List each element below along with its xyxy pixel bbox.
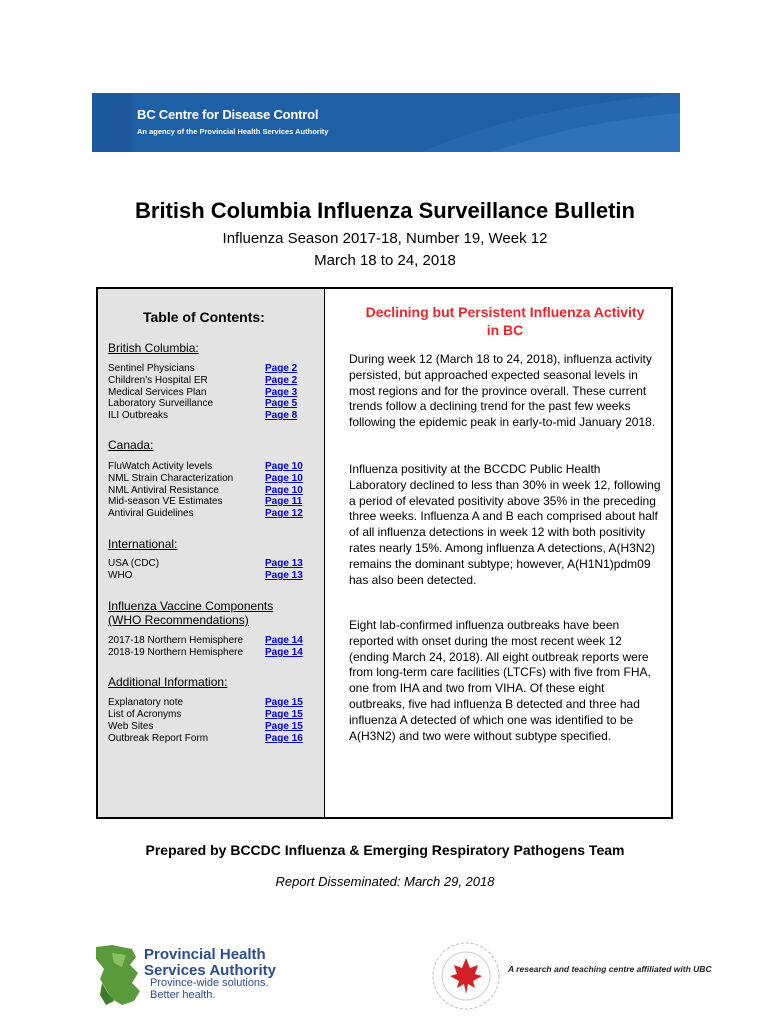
toc-item-label: Outbreak Report Form [108, 733, 209, 744]
toc-page-link[interactable]: Page 13 [265, 570, 303, 581]
toc-item-label: List of Acronyms [108, 709, 182, 720]
article-paragraph: Influenza positivity at the BCCDC Public Health Laboratory declined to less than 30% in week 12, following a period of elevated positivity above 35% in the preceding three weeks. Influenza A and B each comprised about half of all influenza detections in week 12 with both positivity rates nearly 15%. Among influenza A detections, A(H3N2) remains the dominant subtype; however, A(H1N1)pdm09 has also been detected. [349, 462, 661, 587]
toc-page-link[interactable]: Page 2 [265, 363, 298, 374]
article-paragraph: Eight lab-confirmed influenza outbreaks have been reported with onset during the most recent week 12 (ending March 24, 2018). All eight outbreak reports were from long-term care facilities (LTCFs) with five from FHA, one from IHA and two from VIHA. Of these eight outbreaks, five had influenza B detected and three had influenza A detected of which one was identified to be A(H3N2) and two were without subtype specified. [349, 618, 651, 743]
accreditation-seal-icon [430, 940, 502, 1012]
toc-section-heading: (WHO Recommendations) [108, 613, 249, 627]
toc-page-link[interactable]: Page 14 [265, 647, 303, 658]
toc-item-label: Antiviral Guidelines [108, 508, 194, 519]
phsa-tagline-line1: Province-wide solutions. [150, 977, 269, 989]
phsa-tagline [150, 977, 269, 1001]
article-title [340, 303, 670, 339]
document-title: British Columbia Influenza Surveillance Bulletin [135, 198, 635, 223]
banner-swoosh-graphic [92, 93, 680, 152]
banner-org-name: BC Centre for Disease Control [137, 107, 319, 122]
ubc-affiliation-text: A research and teaching centre affiliated with UBC [508, 964, 712, 974]
toc-item-label: Sentinel Physicians [108, 363, 195, 374]
toc-page-link[interactable]: Page 15 [265, 709, 303, 720]
toc-page-link[interactable]: Page 8 [265, 410, 298, 421]
toc-item-label: NML Antiviral Resistance [108, 485, 219, 496]
banner-org-tagline: An agency of the Provincial Health Services Authority [137, 127, 329, 136]
toc-item-label: Web Sites [108, 721, 154, 732]
phsa-name [144, 947, 276, 979]
toc-title: Table of Contents: [143, 309, 265, 325]
toc-item-label: Children's Hospital ER [108, 375, 208, 386]
toc-page-link[interactable]: Page 15 [265, 697, 303, 708]
toc-page-link[interactable]: Page 15 [265, 721, 303, 732]
toc-item-label: ILI Outbreaks [108, 410, 169, 421]
toc-item-label: Mid-season VE Estimates [108, 496, 223, 507]
toc-page-link[interactable]: Page 14 [265, 635, 303, 646]
toc-section-heading: British Columbia: [108, 341, 199, 355]
phsa-tagline-line2: Better health. [150, 989, 216, 1001]
phsa-name-line2: Services Authority [144, 962, 276, 979]
toc-item-label: Laboratory Surveillance [108, 398, 214, 409]
prepared-by: Prepared by BCCDC Influenza & Emerging Respiratory Pathogens Team [145, 842, 625, 858]
bccdc-banner [92, 93, 680, 152]
toc-page-link[interactable]: Page 3 [265, 387, 298, 398]
toc-item-label: Explanatory note [108, 697, 184, 708]
toc-page-link[interactable]: Page 5 [265, 398, 298, 409]
toc-item-label: FluWatch Activity levels [108, 461, 213, 472]
toc-item-label: WHO [108, 570, 133, 581]
toc-page-link[interactable]: Page 10 [265, 461, 303, 472]
toc-item-label: Medical Services Plan [108, 387, 207, 398]
toc-section-heading: Influenza Vaccine Components [108, 599, 274, 613]
report-disseminated-date: Report Disseminated: March 29, 2018 [275, 874, 495, 889]
toc-section-heading: Additional Information: [108, 675, 228, 689]
toc-page-link[interactable]: Page 2 [265, 375, 298, 386]
document-subtitle: Influenza Season 2017-18, Number 19, Week 12 [222, 230, 548, 247]
toc-item-label: USA (CDC) [108, 558, 160, 569]
article-title-line2: in BC [486, 322, 524, 338]
toc-page-link[interactable]: Page 10 [265, 485, 303, 496]
article-paragraph: During week 12 (March 18 to 24, 2018), influenza activity persisted, but approached expected seasonal levels in most regions and for the province overall. These current trends follow a declining trend for the past few weeks following the epidemic peak in early-to-mid January 2018. [349, 352, 656, 430]
phsa-name-line1: Provincial Health [144, 946, 266, 963]
document-dates: March 18 to 24, 2018 [314, 252, 456, 269]
toc-page-link[interactable]: Page 13 [265, 558, 303, 569]
toc-page-link[interactable]: Page 11 [265, 496, 303, 507]
toc-section-heading: International: [108, 537, 178, 551]
toc-item-label: 2018-19 Northern Hemisphere [108, 647, 244, 658]
toc-page-link[interactable]: Page 12 [265, 508, 303, 519]
toc-section-heading: Canada: [108, 438, 154, 452]
toc-page-link[interactable]: Page 16 [265, 733, 303, 744]
toc-page-link[interactable]: Page 10 [265, 473, 303, 484]
toc-item-label: 2017-18 Northern Hemisphere [108, 635, 244, 646]
toc-item-label: NML Strain Characterization [108, 473, 234, 484]
article-title-line1: Declining but Persistent Influenza Activity [365, 304, 645, 320]
